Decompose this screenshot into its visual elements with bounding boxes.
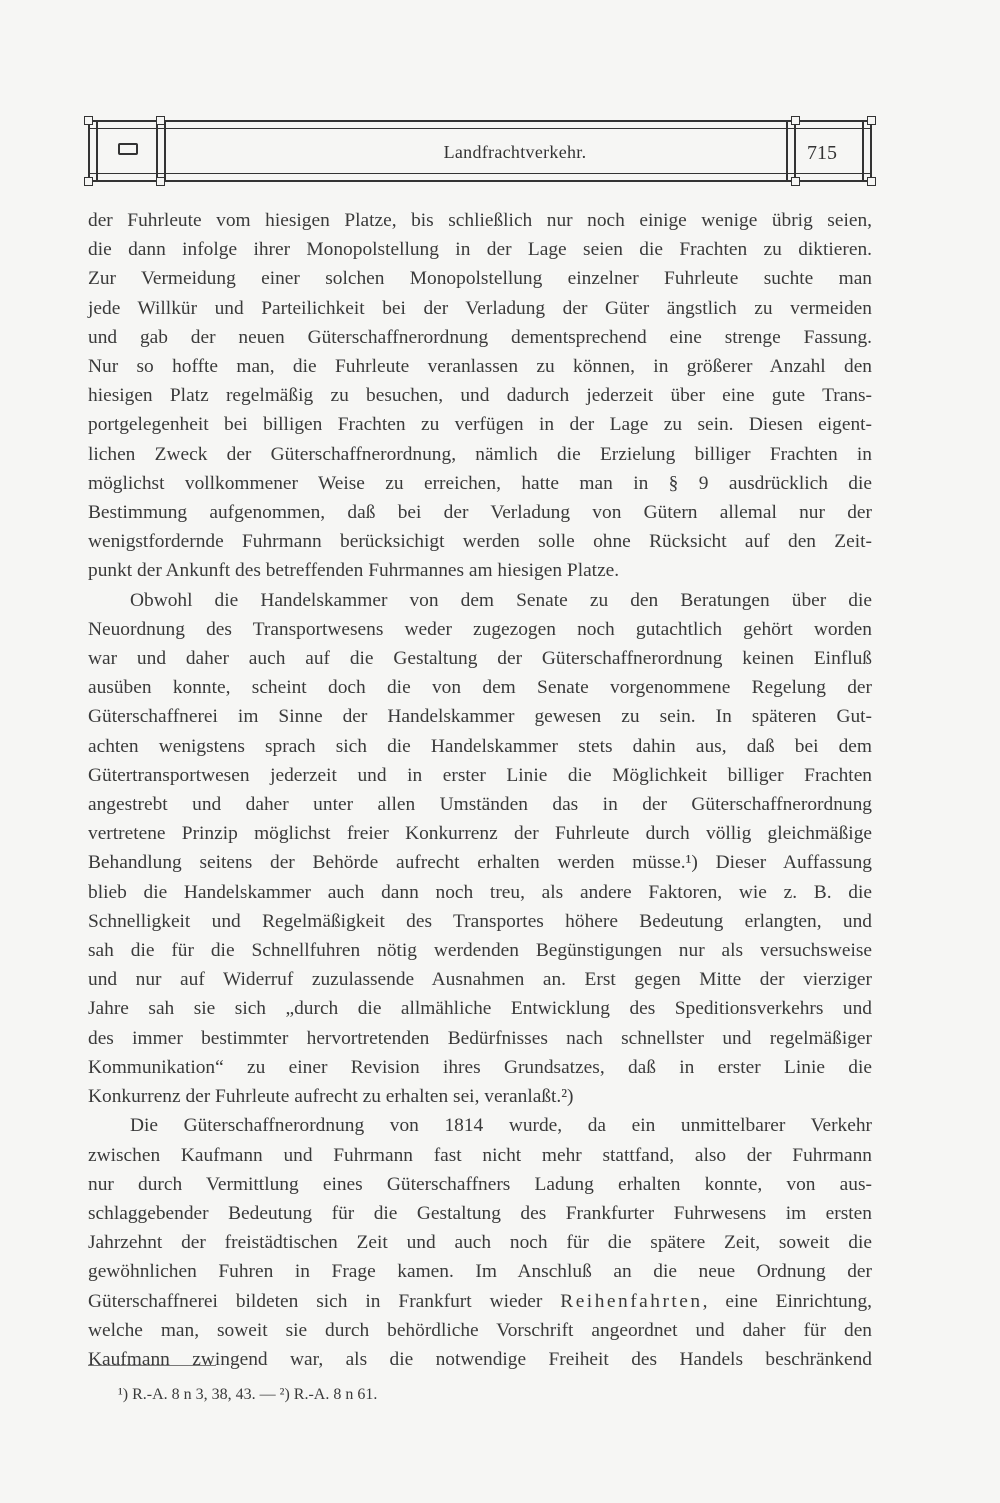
frame-corner-ornament xyxy=(84,177,93,186)
text-line: schlaggebender Bedeutung für die Gestaltung des Frankfurter Fuhrwesens im ersten xyxy=(88,1202,872,1224)
text-line: Kaufmann zwingend war, als die notwendige Freiheit des Handels beschränkend xyxy=(88,1348,872,1370)
text-line: hiesigen Platz regelmäßig zu besuchen, und dadurch jederzeit über eine gute Trans- xyxy=(88,385,872,407)
frame-corner-ornament xyxy=(867,116,876,125)
header-divider xyxy=(786,120,788,182)
text-line: und nur auf Widerruf zuzulassende Ausnahmen an. Erst gegen Mitte der vierziger xyxy=(88,969,872,991)
page-number: 715 xyxy=(807,142,837,164)
text-line: und gab der neuen Güterschaffnerordnung dementsprechend eine strenge Fassung. xyxy=(88,326,872,348)
text-line: Bestimmung aufgenommen, daß bei der Verladung von Gütern allemal nur der xyxy=(88,502,872,524)
frame-corner-ornament xyxy=(791,177,800,186)
paragraph-3 xyxy=(88,1111,872,1374)
text-line: Behandlung seitens der Behörde aufrecht erhalten werden müsse.¹) Dieser Auffassung xyxy=(88,852,872,874)
body-text xyxy=(88,206,872,1374)
frame-corner-ornament xyxy=(156,116,165,125)
text-line: Jahre sah sie sich „durch die allmähliche Entwicklung des Speditionsverkehrs und xyxy=(88,998,872,1020)
text-run: Güterschaffnerei bildeten sich in Frankfurt wieder xyxy=(88,1290,561,1312)
text-line: Gütertransportwesen jederzeit und in erster Linie die Möglichkeit billiger Frachten xyxy=(88,764,872,786)
text-line: Güterschaffnerei im Sinne der Handelskammer gewesen zu sein. In späteren Gut- xyxy=(88,706,872,728)
paragraph-2 xyxy=(88,586,872,1112)
text-line: möglichst vollkommener Weise zu erreichen, hatte man in § 9 ausdrücklich die xyxy=(88,472,872,494)
text-line: gewöhnlichen Fuhren in Frage kamen. Im Anschluß an die neue Ordnung der xyxy=(88,1261,872,1283)
frame-corner-ornament xyxy=(791,116,800,125)
footnote-rule xyxy=(88,1365,216,1366)
footnote: ¹) R.-A. 8 n 3, 38, 43. — ²) R.-A. 8 n 61. xyxy=(118,1386,378,1403)
frame-corner-ornament xyxy=(84,116,93,125)
text-line: der Fuhrleute vom hiesigen Platze, bis schließlich nur noch einige wenige übrig seien, xyxy=(88,210,872,231)
text-line: blieb die Handelskammer auch dann noch treu, als andere Faktoren, wie z. B. die xyxy=(88,881,872,903)
header-divider xyxy=(862,120,864,182)
text-line: Neuordnung des Transportwesens weder zugezogen noch gutachtlich gehört worden xyxy=(88,618,872,640)
text-line: Zur Vermeidung einer solchen Monopolstellung einzelner Fuhrleute suchte man xyxy=(88,268,872,290)
text-line: Schnelligkeit und Regelmäßigkeit des Transportes höhere Bedeutung erlangten, und xyxy=(88,910,872,932)
header-inner-rule-top xyxy=(88,128,872,129)
text-line: welche man, soweit sie durch behördliche Vorschrift angeordnet und daher für den xyxy=(88,1319,872,1341)
text-line: Jahrzehnt der freistädtischen Zeit und auch noch für die spätere Zeit, soweit die xyxy=(88,1232,872,1254)
text-line: Konkurrenz der Fuhrleute aufrecht zu erhalten sei, veranlaßt.²) xyxy=(88,1086,574,1108)
text-line: Kommunikation“ zu einer Revision ihres Grundsatzes, daß in erster Linie die xyxy=(88,1056,872,1078)
header-box-ornament xyxy=(118,143,138,155)
text-line: angestrebt und daher unter allen Umständen das in der Güterschaffnerordnung xyxy=(88,794,872,816)
text-line: lichen Zweck der Güterschaffnerordnung, nämlich die Erzielung billiger Frachten in xyxy=(88,443,872,465)
text-line: ausüben konnte, scheint doch die von dem Senate vorgenommene Regelung der xyxy=(88,677,872,699)
text-line: vertretene Prinzip möglichst freier Konkurrenz der Fuhrleute durch völlig gleichmäßige xyxy=(88,823,872,845)
text-line: jede Willkür und Parteilichkeit bei der Verladung der Güter ängstlich zu vermeiden xyxy=(88,297,872,319)
text-line: Nur so hoffte man, die Fuhrleute veranlassen zu können, in größerer Anzahl den xyxy=(88,356,872,378)
running-header xyxy=(88,120,872,182)
spaced-term: Reihenfahrten xyxy=(560,1290,703,1312)
text-line-with-spaced-term xyxy=(88,1287,872,1316)
running-title: Landfrachtverkehr. xyxy=(443,142,587,162)
header-divider xyxy=(156,120,158,182)
paragraph-1 xyxy=(88,206,872,586)
text-line: zwischen Kaufmann und Fuhrmann fast nicht mehr stattfand, also der Fuhrmann xyxy=(88,1144,872,1166)
header-divider xyxy=(96,120,98,182)
text-line: nur durch Vermittlung eines Güterschaffners Ladung erhalten konnte, von aus- xyxy=(88,1173,872,1195)
text-line: Die Güterschaffnerordnung von 1814 wurde, da ein unmittelbarer Verkehr xyxy=(130,1115,872,1137)
text-line: war und daher auch auf die Gestaltung der Güterschaffnerordnung keinen Einfluß xyxy=(88,648,872,670)
text-run: , eine Einrichtung, xyxy=(702,1290,873,1312)
text-line: achten wenigstens sprach sich die Handelskammer stets dahin aus, daß bei dem xyxy=(88,735,872,757)
header-inner-rule-bottom xyxy=(88,173,872,174)
frame-corner-ornament xyxy=(156,177,165,186)
frame-corner-ornament xyxy=(867,177,876,186)
text-line: des immer bestimmter hervortretenden Bedürfnisses nach schnellster und regelmäßiger xyxy=(88,1027,872,1049)
text-line: die dann infolge ihrer Monopolstellung in der Lage seien die Frachten zu diktieren. xyxy=(88,239,872,261)
text-line: Obwohl die Handelskammer von dem Senate zu den Beratungen über die xyxy=(130,589,872,611)
header-divider xyxy=(164,120,166,182)
text-line: portgelegenheit bei billigen Frachten zu verfügen in der Lage zu sein. Diesen eigent- xyxy=(88,414,872,436)
text-line: punkt der Ankunft des betreffenden Fuhrmannes am hiesigen Platze. xyxy=(88,560,620,582)
text-line: sah die für die Schnellfuhren nötig werdenden Begünstigungen nur als versuchsweise xyxy=(88,940,872,962)
text-line: wenigstfordernde Fuhrmann berücksichigt werden solle ohne Rücksicht auf den Zeit- xyxy=(88,531,872,553)
